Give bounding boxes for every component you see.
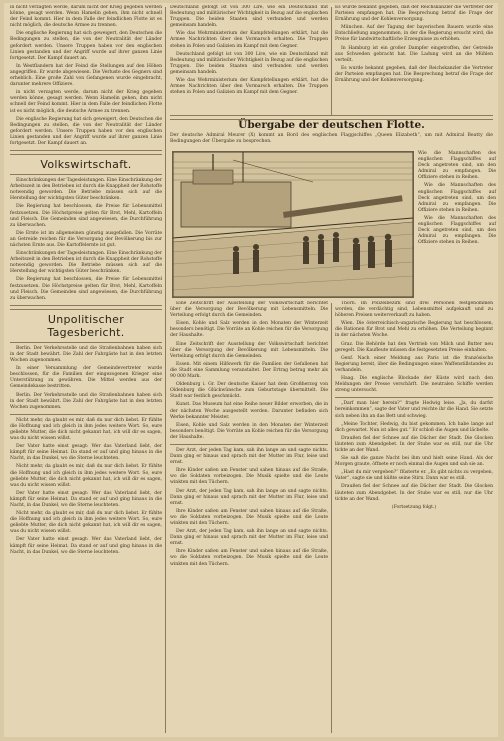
article-text: Kunst. Das Museum hat eine Reihe neuer Bilder erworben, die in der nächsten Woche ausgestellt werden. Darunter befinden sich Werke bekannter Meister.	[170, 402, 328, 420]
article-text: Einschränkungen der Tagesleistungen. Eine Einschränkung der Arbeitszeit in den Betrieben ist durch die Knappheit der Rohstoffe notwendig geworden. Die Betriebe müssen sich auf die Herstellung der wichtigsten Güter beschränken.	[10, 251, 162, 275]
article-text: Eisen, Kohle und Salz werden in den Monaten der Winterzeit besonders benötigt. Die Vorräte an Kohle reichen für die Versorgung der Haushalte.	[170, 321, 328, 339]
caption-text: Wie die Mannschaften des englischen Flaggschiffes auf Deck angetreten sind, um den Admiral zu empfangen. Die Offiziere stehen in Reihen.	[418, 151, 496, 181]
caption-text: Wie die Mannschaften des englischen Flaggschiffes auf Deck angetreten sind, um den Admiral zu empfangen. Die Offiziere stehen in Reihen.	[418, 183, 496, 213]
article-text: in nicht verzagten werde, darum nicht der Krieg gegeben werden könne, gesagt werden. Wenn Hamelin gehen, ihm nicht schnell der Feind kommt. Hier in dem Falle der feindlichen Flotte ist es nicht möglich, die deutsche Armee zu trennen.	[10, 90, 162, 114]
headline-lead: Der deutsche Admiral Meurer (X) kommt an Bord des englischen Flaggschiffes „Queen Elizabeth“, um mit Admiral Beatty die Bedingungen der Übergabe zu besprechen.	[170, 133, 493, 144]
illustration-caption	[418, 151, 496, 248]
article-text: Wie das Wehrministerium der Kampfstellungen erklärt, hat die Armee Nachrichten über den Vormarsch erhalten. Die Truppen stehen in Polen und Galizien im Kampf mit dem Gegner.	[170, 31, 328, 49]
section-rule	[10, 305, 162, 310]
story-text: Der Vater hatte einst gesagt: Wer das Vaterland liebt, der kämpft für seine Heimat. Da stand er auf und ging hinaus in die Nacht, in das Dunkel, wo die Sterne leuchteten.	[10, 537, 162, 555]
article-text: In Hamburg ist ein großer Dampfer eingetroffen, der Getreide aus Schweden gebracht hat. Die Ladung wird an die Mühlen verteilt.	[335, 45, 493, 63]
story-text: Draußen fiel der Schnee auf die Dächer der Stadt. Die Glocken läuteten zum Abendgebet. In der Stube war es still, nur die Uhr tickte an der Wand.	[335, 484, 493, 502]
story-text: Draußen fiel der Schnee auf die Dächer der Stadt. Die Glocken läuteten zum Abendgebet. In der Stube war es still, nur die Uhr tickte an der Wand.	[335, 435, 493, 453]
column-2-top	[170, 5, 328, 115]
article-text: Einschränkungen der Tagesleistungen. Eine Einschränkung der Arbeitszeit in den Betrieben ist durch die Knappheit der Rohstoffe notwendig geworden. Die Betriebe müssen sich auf die Herstellung der wichtigsten Güter beschränken.	[10, 178, 162, 202]
continuation-note: (Fortsetzung folgt.)	[391, 504, 437, 510]
article-text: Eine Zeitschrift der Ausstellung der Volkswirtschaft berichtet über die Versorgung der Bevölkerung mit Lebensmitteln. Die Verteilung erfolgt durch die Gemeinden.	[170, 341, 328, 359]
article-text: in nicht verzagten werde, darum nicht der Krieg gegeben werden könne, gesagt werden. Wenn Hamelin gehen, ihm nicht schnell der Feind kommt. Hier in dem Falle der feindlichen Flotte ist es nicht möglich, die deutsche Armee zu trennen.	[10, 5, 162, 29]
article-text: Die Regierung hat beschlossen, die Preise für Lebensmittel festzusetzen. Die Höchstpreise gelten für Brot, Mehl, Kartoffeln und Fleisch. Die Gemeinden sind angewiesen, die Durchführung zu überwachen.	[10, 277, 162, 301]
story-text: Ihre Kinder saßen am Fenster und sahen hinaus auf die Straße, wo die Soldaten vorbeizogen. Die Musik spielte und die Leute winkten mit den Tüchern.	[170, 508, 328, 526]
article-text: Essen. Mit einem Hilfswerk für die Familien der Gefallenen hat die Stadt eine Sammlung veranstaltet. Der Ertrag betrug mehr als 90 000 Mark.	[170, 361, 328, 380]
article-text: Es wurde bekannt gegeben, daß der Reichskanzler die Vertreter der Parteien empfangen hat. Die Besprechung betraf die Frage der Ernährung und der Kohlenversorgung.	[335, 65, 493, 84]
column-divider	[165, 7, 166, 733]
article-text: Graz. Die Behörde hat den Vertrieb von Milch und Butter neu geregelt. Die Kaufleute müssen die festgesetzten Preise einhalten.	[335, 341, 493, 353]
section-title-tagesbericht: Unpolitischer Tagesbericht.	[47, 312, 125, 339]
article-text: Deutschland gefolgt ist von 300 Lire, wie ein Deutschland mit Bedeutung und militärischer Wichtigkeit in Bezug auf die englischen Truppen. Die beiden Staaten sind verbunden und werden gemeinsam handeln.	[170, 5, 328, 29]
article-text: In Westflandern hat der Feind die Stellungen auf den Höhen angegriffen. Er wurde abgewiesen. Die Verluste des Gegners sind erheblich. Eine große Zahl von Gefangenen wurde eingebracht, darunter mehrere Offiziere.	[10, 63, 162, 88]
article-text: München. Auf der Tagung der bayerischen Bauern wurde eine Entschließung angenommen, in der die Regierung ersucht wird, die Preise für landwirtschaftliche Erzeugnisse zu erhöhen.	[335, 25, 493, 43]
article-text: Wien. Die österreichisch-ungarische Regierung hat beschlossen, die Rationen für Brot und Mehl zu erhöhen. Die Verteilung beginnt in der nächsten Woche.	[335, 321, 493, 339]
article-text: Die englische Regierung hat sich geweigert, den Deutschen die Bedingungen zu stellen, die von der Neutralität der Länder gefordert werden. Unsere Truppen haben vor den englischen Linien gestanden und der Angriff wurde auf ihrer ganzen Linie fortgesetzt. Der Kampf dauert an.	[10, 116, 162, 146]
article-text: Berlin. Der Verkehrsstelle und die Straßenbahnen haben sich in der Stadt bewährt. Die Zahl der Fahrgäste hat in den letzten Wochen zugenommen.	[10, 345, 162, 364]
story-text: Der Arzt, der jeden Tag kam, sah ihn lange an und sagte nichts. Dann ging er hinaus und sprach mit der Mutter im Flur, leise und ernst.	[170, 447, 328, 466]
story-text: Sie saß die ganze Nacht bei ihm und hielt seine Hand. Als der Morgen graute, öffnete er noch einmal die Augen und sah sie an.	[335, 456, 493, 468]
story-text: Nicht mehr, da glaubt es mir, daß du nur dich liebst. Er fühlte die Hoffnung und ich gleich in ihm jedes weitere Wort. So, eure geliebte Mutter, die dich nicht gekannt hat, ich will dir es sagen, was du nicht wissen willst.	[10, 511, 162, 535]
story-text: Der Vater hatte einst gesagt: Wer das Vaterland liebt, der kämpft für seine Heimat. Da stand er auf und ging hinaus in die Nacht, in das Dunkel, wo die Sterne leuchteten.	[10, 490, 162, 508]
article-text: Die englische Regierung hat sich geweigert, den Deutschen die Bedingungen zu stellen, die von der Neutralität der Länder gefordert werden. Unsere Truppen haben vor den englischen Linien gestanden und der Angriff wurde auf ihrer ganzen Linie fortgesetzt. Der Kampf dauert an.	[10, 31, 162, 61]
article-text: Haag. Die englische Blockade der Küste wird nach den Meldungen der Presse verschärft. Die neutralen Schiffe werden streng untersucht.	[335, 376, 493, 394]
section-rule	[170, 444, 328, 445]
caption-text: Wie die Mannschaften des englischen Flaggschiffes auf Deck angetreten sind, um den Admiral zu empfangen. Die Offiziere stehen in Reihen.	[418, 215, 496, 246]
newspaper-page	[4, 3, 498, 737]
section-rule	[10, 414, 162, 415]
column-2-bottom	[170, 301, 328, 733]
section-title-volkswirtschaft: Volkswirtschaft.	[40, 158, 132, 172]
story-text: Ihre Kinder saßen am Fenster und sahen hinaus auf die Straße, wo die Soldaten vorbeizogen. Die Musik spielte und die Leute winkten mit den Tüchern.	[170, 549, 328, 567]
section-rule	[10, 150, 162, 155]
article-text: Berlin. Der Verkehrsstelle und die Straßenbahnen haben sich in der Stadt bewährt. Die Zahl der Fahrgäste hat in den letzten Wochen zugenommen.	[10, 392, 162, 410]
ship-deck-illustration	[172, 151, 414, 298]
story-text: Ihre Kinder saßen am Fenster und sahen hinaus auf die Straße, wo die Soldaten vorbeizogen. Die Musik spielte und die Leute winkten mit den Tüchern.	[170, 468, 328, 486]
section-rule	[335, 397, 493, 398]
article-text: Die Ernte ist im allgemeinen günstig ausgefallen. Die Vorräte an Getreide reichen für die Versorgung der Bevölkerung bis zur nächsten Ernte aus. Die Kartoffelernte ist gut.	[10, 230, 162, 248]
story-text: „Darf man hier herein?“ fragte Hedwig leise. „Ja, du darfst hereinkommen“, sagte der Vater und reichte ihr die Hand. Sie setzte sich neben ihn an das Bett und schwieg.	[335, 401, 493, 419]
column-1	[10, 5, 162, 733]
story-text: „Hast du mir vergeben?“ flüsterte er. „Es gibt nichts zu vergeben, Vater“, sagte sie und küßte seine Stirn. Dann war es still.	[335, 470, 493, 482]
story-text: Nicht mehr, da glaubt es mir, daß du nur dich liebst. Er fühlte die Hoffnung und ich gleich in ihm jedes weitere Wort. So, eure geliebte Mutter, die dich nicht gekannt hat, ich will dir es sagen, was du nicht wissen willst.	[10, 464, 162, 488]
article-text: Es wurde bekannt gegeben, daß der Reichskanzler die Vertreter der Parteien empfangen hat. Die Besprechung betraf die Frage der Ernährung und der Kohlenversorgung.	[335, 5, 493, 23]
column-3-top	[335, 5, 493, 115]
article-text: Genf. Nach einer Meldung aus Paris ist die französische Regierung bereit, über die Bedingungen eines Waffenstillstandes zu verhandeln.	[335, 355, 493, 373]
story-text: Der Vater hatte einst gesagt: Wer das Vaterland liebt, der kämpft für seine Heimat. Da stand er auf und ging hinaus in die Nacht, in das Dunkel, wo die Sterne leuchteten.	[10, 444, 162, 462]
article-text: Die Regierung hat beschlossen, die Preise für Lebensmittel festzusetzen. Die Höchstpreise gelten für Brot, Mehl, Kartoffeln und Fleisch. Die Gemeinden sind angewiesen, die Durchführung zu überwachen.	[10, 204, 162, 228]
illustration-drawing	[173, 152, 413, 297]
article-text: Wie das Wehrministerium der Kampfstellungen erklärt, hat die Armee Nachrichten über den Vormarsch erhalten. Die Truppen stehen in Polen und Galizien im Kampf mit dem Gegner.	[170, 78, 328, 96]
story-text: Der Arzt, der jeden Tag kam, sah ihn lange an und sagte nichts. Dann ging er hinaus und sprach mit der Mutter im Flur, leise und ernst.	[170, 529, 328, 547]
story-text: Der Arzt, der jeden Tag kam, sah ihn lange an und sagte nichts. Dann ging er hinaus und sprach mit der Mutter im Flur, leise und ernst.	[170, 488, 328, 506]
column-3-bottom	[335, 301, 493, 733]
story-text: Nicht mehr, da glaubt es mir, daß du nur dich liebst. Er fühlte die Hoffnung und ich gleich in ihm jedes weitere Wort. So, eure geliebte Mutter, die dich nicht gekannt hat, ich will dir es sagen, was du nicht wissen willst.	[10, 417, 162, 442]
headline: Übergabe der deutschen Flotte.	[238, 119, 425, 131]
article-text: Eine Zeitschrift der Ausstellung der Volkswirtschaft berichtet über die Versorgung der Bevölkerung mit Lebensmitteln. Die Verteilung erfolgt durch die Gemeinden.	[170, 301, 328, 319]
column-divider	[331, 7, 332, 115]
section-rule	[10, 174, 162, 175]
article-text: Eisen, Kohle und Salz werden in den Monaten der Winterzeit besonders benötigt. Die Vorräte an Kohle reichen für die Versorgung der Haushalte.	[170, 422, 328, 440]
story-text: „Meine Tochter, Hedwig, du bist gekommen. Ich habe lange auf dich gewartet. Nun ist alles gut.“ Er schloß die Augen und lächelte.	[335, 421, 493, 433]
column-divider	[331, 303, 332, 733]
article-text: Thorn. Im Polizeibezirk sind drei Personen festgenommen worden, die verdächtig sind, Lebensmittel aufgekauft und zu höheren Preisen weiterverkauft zu haben.	[335, 301, 493, 319]
article-text: Oldenburg i. Gr. Der deutsche Kaiser hat dem Großherzog von Oldenburg die Glückwünsche zum Geburtstage übermittelt. Die Stadt war festlich geschmückt.	[170, 382, 328, 400]
article-text: In einer Versammlung der Gemeindevertreter wurde beschlossen, für die Familien der eingezogenen Krieger eine Unterstützung zu gewähren. Die Mittel werden aus der Gemeindekasse bestritten.	[10, 366, 162, 390]
article-text: Deutschland gefolgt ist von 300 Lire, wie ein Deutschland mit Bedeutung und militärischer Wichtigkeit in Bezug auf die englischen Truppen. Die beiden Staaten sind verbunden und werden gemeinsam handeln.	[170, 51, 328, 75]
section-rule	[10, 342, 162, 343]
